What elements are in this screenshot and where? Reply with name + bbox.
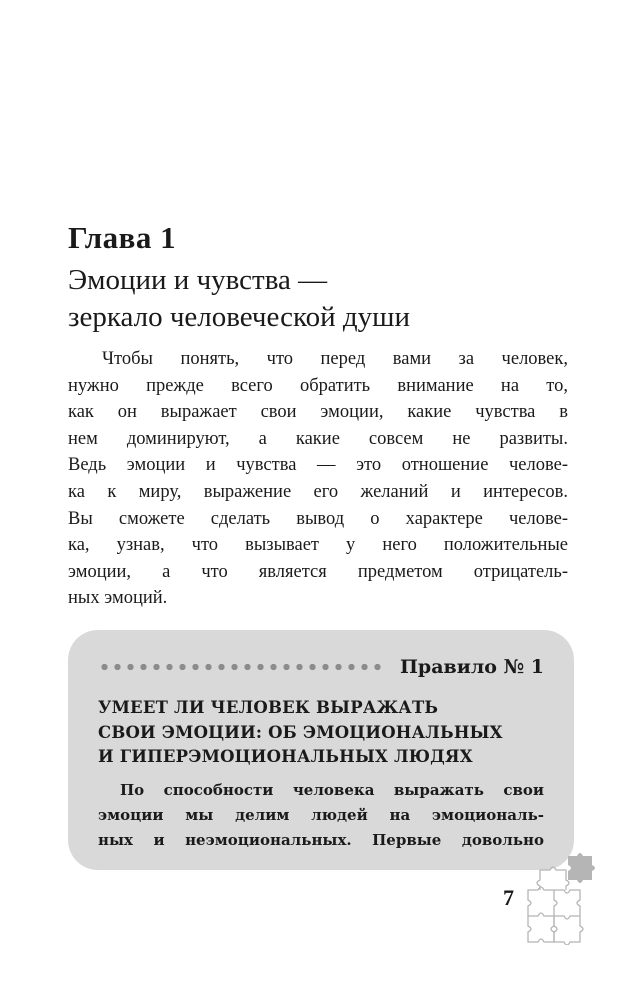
- paragraph-line: эмоции, а что является предметом отрицатель-: [68, 561, 568, 582]
- chapter-title-line: зеркало человеческой души: [68, 301, 410, 333]
- paragraph-line: нем доминируют, а какие совсем не развиты.: [68, 428, 568, 449]
- paragraph-line: ка, узнав, что вызывает у него положительные: [68, 535, 568, 556]
- rule-body-line: По способности человека выражать свои: [120, 781, 544, 799]
- paragraph-line: ных эмоций.: [68, 588, 168, 609]
- chapter-title-line: Эмоции и чувства —: [68, 264, 328, 296]
- paragraph-line: как он выражает свои эмоции, какие чувства в: [68, 402, 568, 423]
- body-paragraph: [68, 346, 568, 612]
- rule-label: Правило № 1: [399, 656, 544, 678]
- paragraph-line: Ведь эмоции и чувства — это отношение челове-: [68, 455, 568, 476]
- chapter-number: Глава 1: [68, 220, 177, 255]
- paragraph-line: Чтобы понять, что перед вами за человек,: [102, 349, 568, 369]
- rule-callout-box: [68, 630, 574, 870]
- chapter-title: [68, 262, 410, 336]
- rule-heading: [98, 696, 544, 770]
- rule-body: [98, 778, 544, 853]
- rule-heading-line: СВОИ ЭМОЦИИ: ОБ ЭМОЦИОНАЛЬНЫХ: [98, 722, 503, 742]
- rule-heading-line: УМЕЕТ ЛИ ЧЕЛОВЕК ВЫРАЖАТЬ: [98, 698, 439, 717]
- paragraph-line: нужно прежде всего обратить внимание на то,: [68, 375, 568, 396]
- rule-body-line: эмоции мы делим людей на эмоциональ-: [98, 806, 544, 824]
- dotted-leader: [98, 663, 386, 671]
- rule-heading-line: И ГИПЕРЭМОЦИОНАЛЬНЫХ ЛЮДЯХ: [98, 747, 473, 766]
- rule-header: [98, 654, 544, 680]
- puzzle-pieces-icon: [520, 850, 600, 945]
- rule-body-line: ных и неэмоциональных. Первые довольно: [98, 831, 544, 849]
- paragraph-line: Вы сможете сделать вывод о характере челове-: [68, 508, 568, 529]
- paragraph-line: ка к миру, выражение его желаний и интересов.: [68, 481, 568, 502]
- page-number: 7: [503, 885, 514, 910]
